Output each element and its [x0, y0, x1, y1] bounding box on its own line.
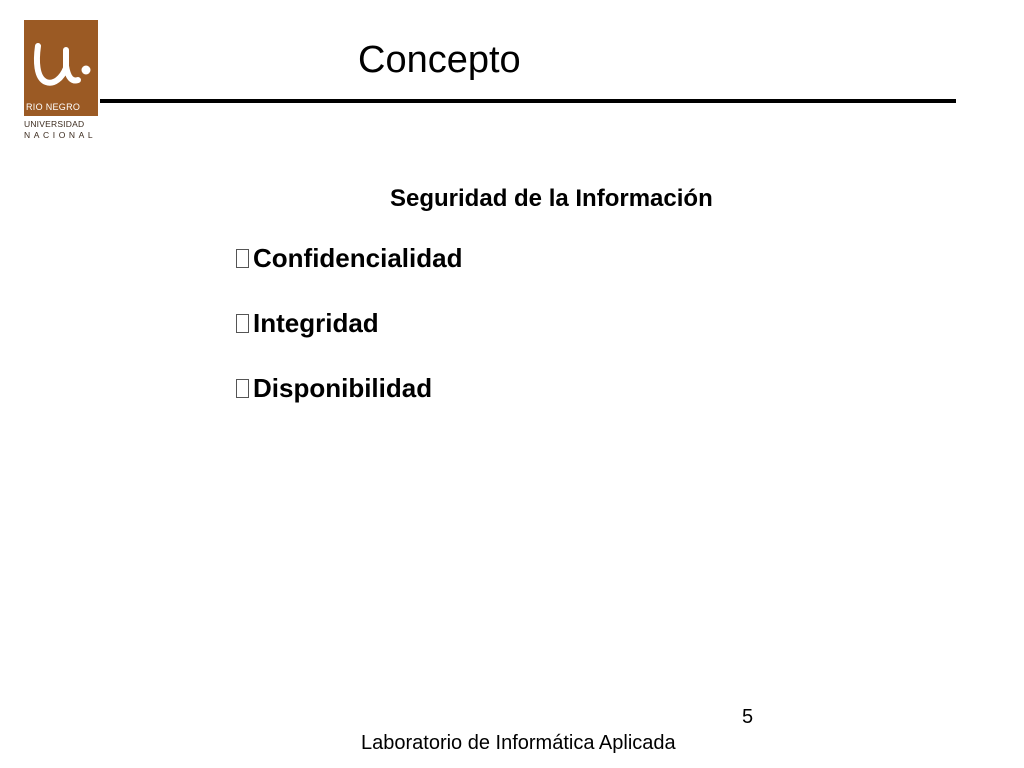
logo-text-rio-negro: RIO NEGRO	[26, 102, 81, 112]
bullet-item	[236, 307, 462, 372]
slide-subtitle: Seguridad de la Información	[390, 185, 713, 212]
logo-badge	[24, 20, 98, 116]
bullet-item	[236, 242, 462, 307]
bullet-marker-icon	[236, 249, 249, 268]
logo-text-nacional: NACIONAL	[24, 130, 97, 140]
u-monogram-icon	[24, 20, 98, 100]
bullet-item	[236, 372, 462, 437]
bullet-label: Integridad	[253, 308, 379, 338]
bullet-marker-icon	[236, 314, 249, 333]
bullet-list	[236, 242, 462, 437]
title-divider	[100, 99, 956, 103]
footer-text: Laboratorio de Informática Aplicada	[361, 732, 676, 754]
bullet-label: Disponibilidad	[253, 373, 433, 403]
bullet-marker-icon	[236, 379, 249, 398]
logo-text-universidad: UNIVERSIDAD	[24, 119, 85, 129]
page-number: 5	[742, 706, 754, 728]
slide-title: Concepto	[358, 39, 521, 81]
university-logo	[24, 20, 100, 138]
bullet-label: Confidencialidad	[253, 243, 463, 273]
